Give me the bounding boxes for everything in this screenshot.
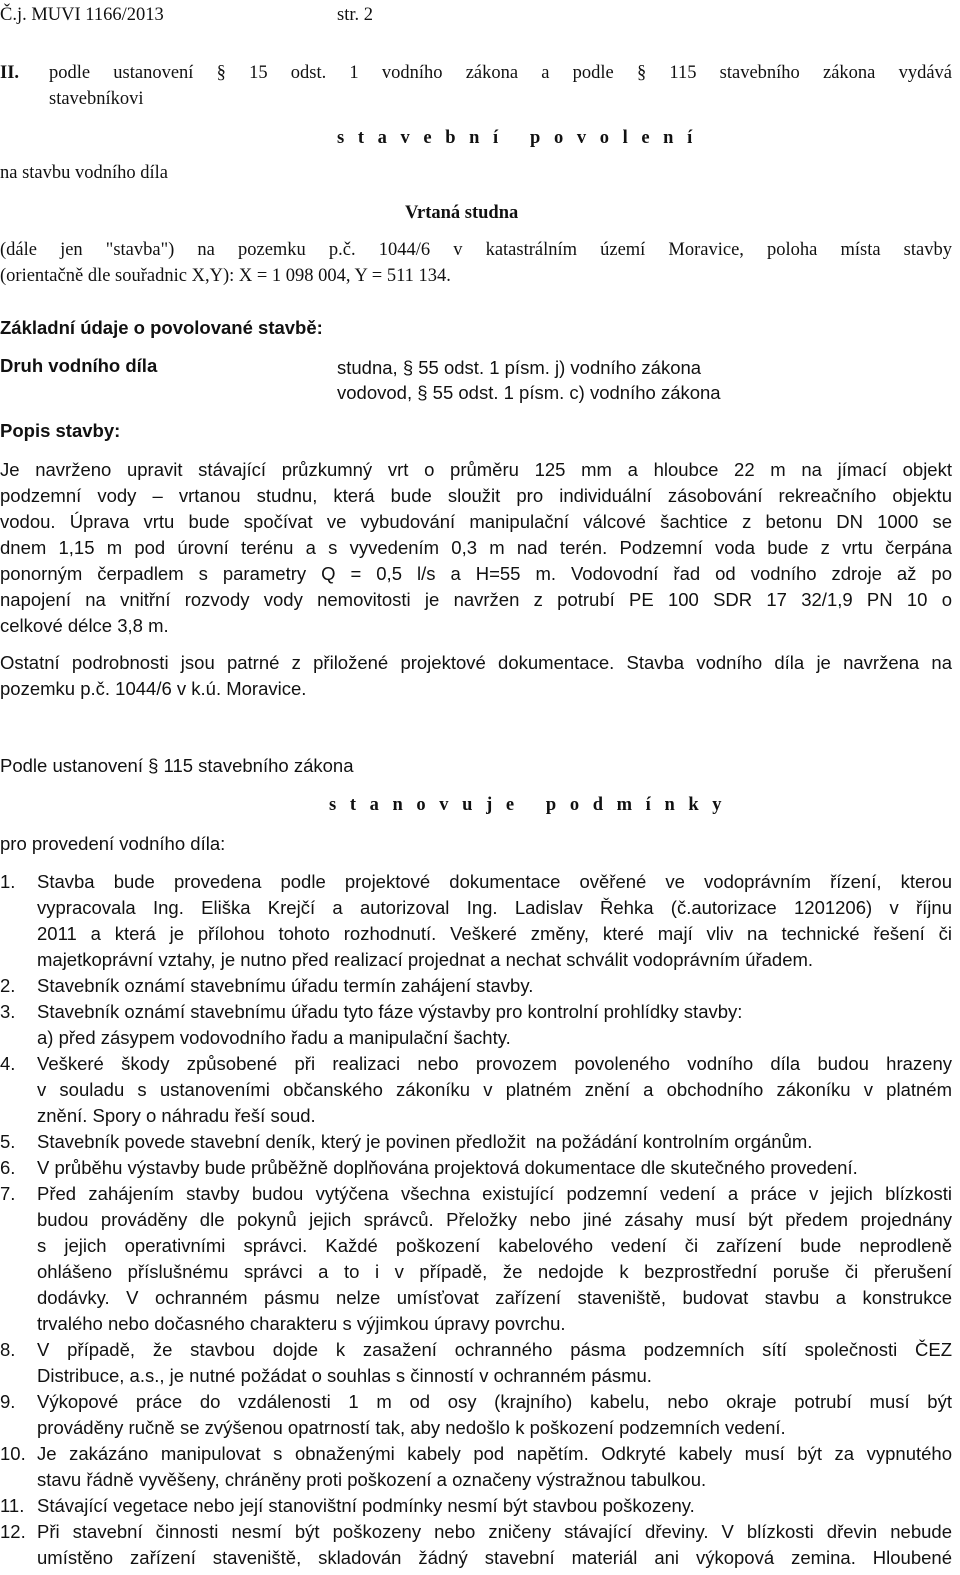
condition-line: Stavebník oznámí stavebnímu úřadu termín zahájení stavby. — [37, 975, 534, 996]
condition-line: Před zahájením stavby budou vytýčena všechna existující podzemní vedení a práce v jejich blízkosti — [37, 1183, 952, 1204]
condition-number: 3. — [0, 1001, 16, 1022]
condition-line: Při stavební činnosti nesmí být poškozeny nebo zničeny stávající dřeviny. V blízkosti dřevin nebude — [37, 1521, 952, 1542]
condition-line: dodávky. V ochranném pásmu nelze umísťovat zařízení staveniště, budovat stavbu a konstrukce — [37, 1287, 952, 1308]
description-line: napojení na vnitřní rozvody vody nemovitosti je navržen z potrubí PE 100 SDR 17 32/1,9 PN 10 o — [0, 589, 952, 610]
section-intro-line-2: stavebníkovi — [49, 89, 144, 109]
condition-line: trvalého nebo dočasného charakteru s výjimkou úpravy povrchu. — [37, 1313, 566, 1334]
condition-number: 4. — [0, 1053, 16, 1074]
permit-for-label: na stavbu vodního díla — [0, 163, 169, 183]
condition-number: 10. — [0, 1443, 26, 1464]
condition-number: 2. — [0, 975, 16, 996]
condition-line: Je zakázáno manipulovat s obnaženými kabely pod napětím. Odkryté kabely musí být za vypnutého — [37, 1443, 952, 1464]
work-type-label: Druh vodního díla — [0, 355, 158, 376]
description-line: celkové délce 3,8 m. — [0, 615, 169, 636]
work-type-value-2: vodovod, § 55 odst. 1 písm. c) vodního zákona — [337, 382, 721, 403]
location-line-1: (dále jen "stavba") na pozemku p.č. 1044/6 v katastrálním území Moravice, poloha místa stavby — [0, 240, 952, 260]
section-number: II. — [0, 63, 20, 83]
condition-number: 9. — [0, 1391, 16, 1412]
description-paragraph-2 — [0, 650, 952, 702]
condition-line: Distribuce, a.s., je nutné požádat o souhlas s činností v ochranném pásmu. — [37, 1365, 652, 1386]
document-reference: Č.j. MUVI 1166/2013 — [0, 5, 164, 25]
condition-line: Stavba bude provedena podle projektové dokumentace ověřené ve vodoprávním řízení, kterou — [37, 871, 952, 892]
condition-line: vypracovala Ing. Eliška Krejčí a autorizoval Ing. Ladislav Řehka (č.autorizace 1201206) v říjnu — [37, 897, 952, 918]
condition-line: Veškeré škody způsobené při realizaci nebo provozem povoleného vodního díla budou hrazeny — [37, 1053, 952, 1074]
condition-line: prováděny ručně se zvýšenou opatrností tak, aby nedošlo k poškození podzemních vedení. — [37, 1417, 786, 1438]
condition-line: Stávající vegetace nebo její stanovištní podmínky nesmí být stavbou poškozeny. — [37, 1495, 695, 1516]
condition-line: majetkoprávní vztahy, je nutno před realizací projednat a nechat schválit vodoprávním úřadem. — [37, 949, 814, 970]
condition-line: v souladu s ustanoveními občanského zákoníku v platném znění a obchodního zákoníku v platném — [37, 1079, 952, 1100]
condition-line: Stavebník povede stavební deník, který je povinen předložit na požádání kontrolním orgánům. — [37, 1131, 813, 1152]
conditions-intro: Podle ustanovení § 115 stavebního zákona — [0, 755, 354, 776]
description-line: vodou. Úprava vrtu bude spočívat ve vybudování manipulační válcové šachtice z betonu DN 1000 se — [0, 511, 952, 532]
condition-line: Stavebník oznámí stavebnímu úřadu tyto fáze výstavby pro kontrolní prohlídky stavby: — [37, 1001, 743, 1022]
description-line: dnem 1,15 m pod úrovní terénu a s vyvedením 0,3 m nad terén. Podzemní voda bude z vrtu čerpána — [0, 537, 952, 558]
description-paragraph — [0, 457, 952, 639]
description-line: Ostatní podrobnosti jsou patrné z přiložené projektové dokumentace. Stavba vodního díla je navržena na — [0, 652, 952, 673]
basic-data-heading: Základní údaje o povolované stavbě: — [0, 317, 323, 338]
condition-line: ohlášeno příslušnému správci a to i v případě, že nedojde k bezprostřední poruše či přerušení — [37, 1261, 952, 1282]
condition-line: a) před zásypem vodovodního řadu a manipulační šachty. — [37, 1027, 511, 1048]
description-label: Popis stavby: — [0, 420, 121, 441]
permit-heading: s t a v e b n í p o v o l e n í — [337, 128, 697, 148]
conditions-for-label: pro provedení vodního díla: — [0, 833, 226, 854]
description-line: ponorným čerpadlem s parametry Q = 0,5 l/s a H=55 m. Vodovodní řad od vodního zdroje až po — [0, 563, 952, 584]
building-title: Vrtaná studna — [405, 203, 519, 223]
condition-number: 6. — [0, 1157, 16, 1178]
condition-line: budou prováděny dle pokynů jejich správců. Přeložky nebo jiné zásahy musí být předem projednány — [37, 1209, 952, 1230]
section-intro-line-1: podle ustanovení § 15 odst. 1 vodního zákona a podle § 115 stavebního zákona vydává — [49, 63, 952, 83]
condition-number: 8. — [0, 1339, 16, 1360]
condition-line: 2011 a která je přílohou tohoto rozhodnutí. Veškeré změny, které mají vliv na technické řešení či — [37, 923, 952, 944]
description-line: Je navrženo upravit stávající průzkumný vrt o průměru 125 mm a hloubce 22 m na jímací objekt — [0, 459, 952, 480]
condition-number: 5. — [0, 1131, 16, 1152]
page-number: str. 2 — [337, 5, 373, 25]
condition-line: V průběhu výstavby bude průběžně doplňována projektová dokumentace dle skutečného provedení. — [37, 1157, 858, 1178]
description-line: pozemku p.č. 1044/6 v k.ú. Moravice. — [0, 678, 307, 699]
condition-number: 11. — [0, 1495, 25, 1516]
condition-line: umístěno zařízení staveniště, skladován žádný stavební materiál ani výkopová zemina. Hloubené — [37, 1547, 952, 1568]
condition-number: 7. — [0, 1183, 16, 1204]
conditions-heading: s t a n o v u j e p o d m í n k y — [329, 795, 727, 815]
condition-line: V případě, že stavbou dojde k zasažení ochranného pásma podzemních sítí společnosti ČEZ — [37, 1339, 952, 1360]
condition-line: znění. Spory o náhradu řeší soud. — [37, 1105, 316, 1126]
condition-number: 1. — [0, 871, 16, 892]
location-line-2: (orientačně dle souřadnic X,Y): X = 1 098 004, Y = 511 134. — [0, 266, 451, 286]
condition-line: stavu řádně vyvěšeny, chráněny proti poškození a označeny výstražnou tabulkou. — [37, 1469, 707, 1490]
condition-number: 12. — [0, 1521, 26, 1542]
condition-line: s jejich operativními správci. Každé poškození kabelového vedení či zařízení bude neprodleně — [37, 1235, 952, 1256]
description-line: podzemní vody – vrtanou studnu, která bude sloužit pro individuální zásobování rekreačního objektu — [0, 485, 952, 506]
work-type-value-1: studna, § 55 odst. 1 písm. j) vodního zákona — [337, 357, 702, 378]
condition-line: Výkopové práce do vzdálenosti 1 m od osy (krajního) kabelu, nebo okraje potrubí musí být — [37, 1391, 952, 1412]
